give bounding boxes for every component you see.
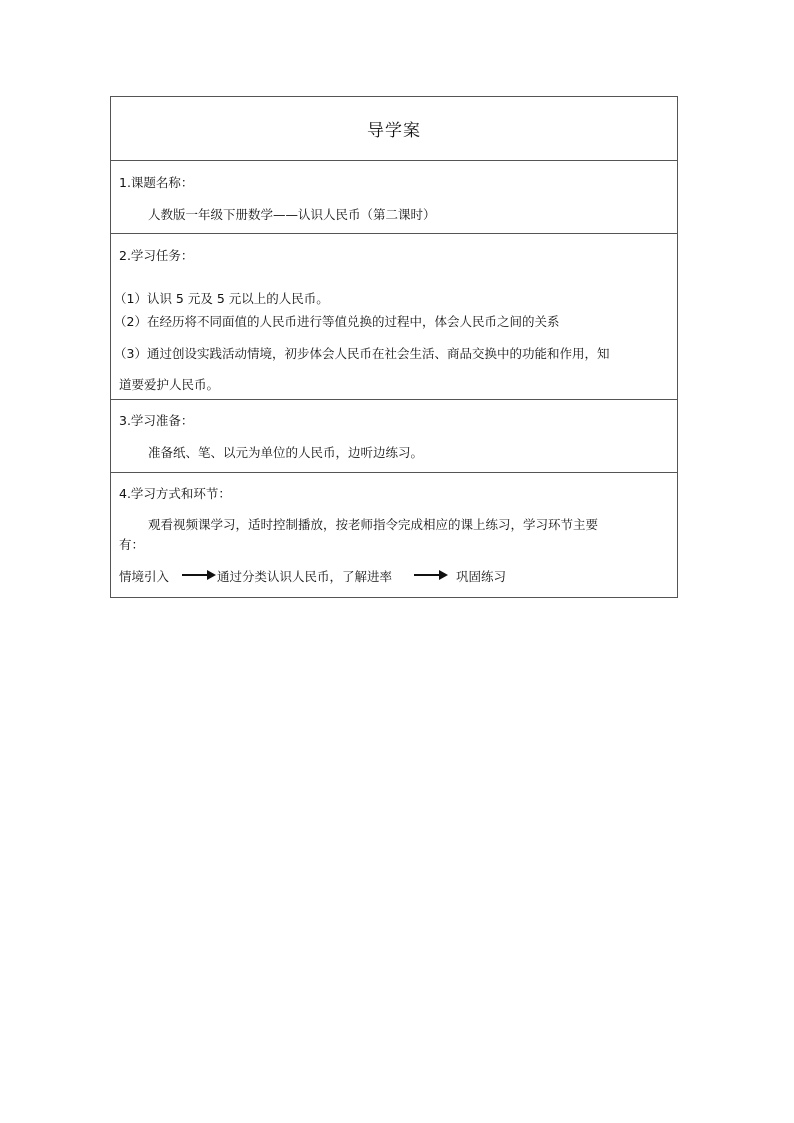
task-item: 道要爱护人民币。 (119, 377, 220, 392)
section-learning-method (111, 472, 677, 597)
course-name-text: 人教版一年级下册数学——认识人民币（第二课时） (148, 207, 436, 222)
page-title: 导学案 (367, 121, 421, 141)
preparation-text: 准备纸、笔、以元为单位的人民币，边听边练习。 (148, 445, 424, 460)
method-text-continued: 有： (119, 537, 145, 552)
task-item: （2）在经历将不同面值的人民币进行等值兑换的过程中，体会人民币之间的关系 (114, 314, 560, 329)
section-label: 3.学习准备： (119, 413, 194, 428)
section-label: 1.课题名称： (119, 175, 194, 190)
method-text: 观看视频课学习，适时控制播放，按老师指令完成相应的课上练习，学习环节主要 (148, 517, 599, 532)
task-item: （3）通过创设实践活动情境，初步体会人民币在社会生活、商品交换中的功能和作用，知 (114, 346, 610, 361)
right-arrow-icon (414, 570, 448, 580)
section-course-name (111, 160, 677, 233)
flow-step-intro: 情境引入 (119, 569, 170, 584)
worksheet-table (110, 96, 678, 598)
right-arrow-icon (182, 570, 216, 580)
section-label: 4.学习方式和环节： (119, 486, 231, 501)
section-label: 2.学习任务： (119, 248, 194, 263)
section-preparation (111, 399, 677, 472)
flow-step-practice: 巩固练习 (456, 569, 507, 584)
flow-step-classify: 通过分类认识人民币，了解进率 (217, 569, 393, 584)
section-learning-tasks (111, 233, 677, 399)
task-item: （1）认识 5 元及 5 元以上的人民币。 (114, 291, 329, 306)
title-row (111, 97, 677, 160)
